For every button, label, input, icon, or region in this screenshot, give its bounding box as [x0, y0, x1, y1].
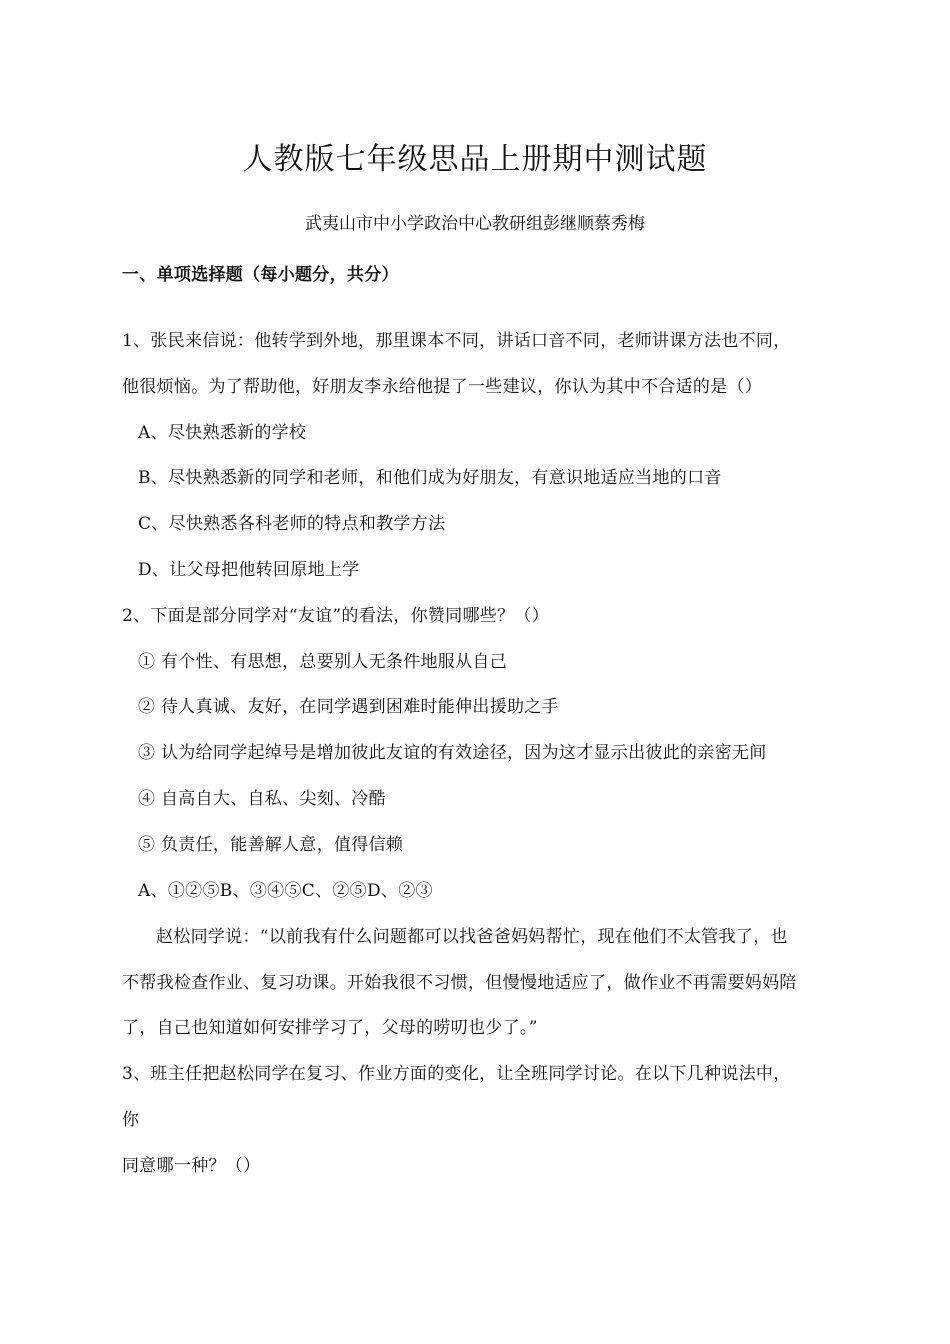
- document-author: 武夷山市中小学政治中心教研组彭继顺蔡秀梅: [305, 214, 645, 234]
- question-1-option-c: C、尽快熟悉各科老师的特点和教学方法: [138, 514, 446, 534]
- question-2-answer-options: A、①②⑤B、③④⑤C、②⑤D、②③: [138, 881, 433, 901]
- passage-line-2: 不帮我检查作业、复习功课。开始我很不习惯，但慢慢地适应了，做作业不再需要妈妈陪: [122, 973, 797, 993]
- question-1-stem-line-2: 他很烦恼。为了帮助他，好朋友李永给他提了一些建议，你认为其中不合适的是（）: [122, 377, 763, 397]
- question-2-statement-5: ⑤ 负责任，能善解人意，值得信赖: [138, 835, 404, 855]
- section-heading: 一、单项选择题（每小题分，共分）: [122, 265, 399, 285]
- passage-line-1: 赵松同学说：“以前我有什么问题都可以找爸爸妈妈帮忙，现在他们不太管我了，也: [156, 927, 788, 947]
- question-1-option-a: A、尽快熟悉新的学校: [138, 423, 307, 443]
- document-title: 人教版七年级思品上册期中测试题: [242, 142, 708, 177]
- passage-line-3: 了，自己也知道如何安排学习了，父母的唠叨也少了。”: [122, 1018, 538, 1038]
- question-1-stem-line-1: 1、张民来信说：他转学到外地，那里课本不同，讲话口音不同，老师讲课方法也不同，: [122, 331, 791, 351]
- question-2-statement-4: ④ 自高自大、自私、尖刻、冷酷: [138, 789, 386, 809]
- question-3-line-3: 同意哪一种？（）: [122, 1156, 261, 1176]
- question-1-option-d: D、让父母把他转回原地上学: [138, 560, 360, 580]
- question-2-statement-1: ① 有个性、有思想，总要别人无条件地服从自己: [138, 652, 508, 672]
- question-3-line-1: 3、班主任把赵松同学在复习、作业方面的变化，让全班同学讨论。在以下几种说法中，: [122, 1064, 791, 1084]
- question-3-line-2: 你: [122, 1110, 140, 1130]
- question-2-stem: 2、下面是部分同学对“友谊”的看法，你赞同哪些？（）: [122, 606, 549, 626]
- question-2-statement-3: ③ 认为给同学起绰号是增加彼此友谊的有效途径，因为这才显示出彼此的亲密无间: [138, 743, 767, 763]
- question-1-option-b: B、尽快熟悉新的同学和老师，和他们成为好朋友，有意识地适应当地的口音: [138, 468, 722, 488]
- question-2-statement-2: ② 待人真诚、友好，在同学遇到困难时能伸出援助之手: [138, 697, 559, 717]
